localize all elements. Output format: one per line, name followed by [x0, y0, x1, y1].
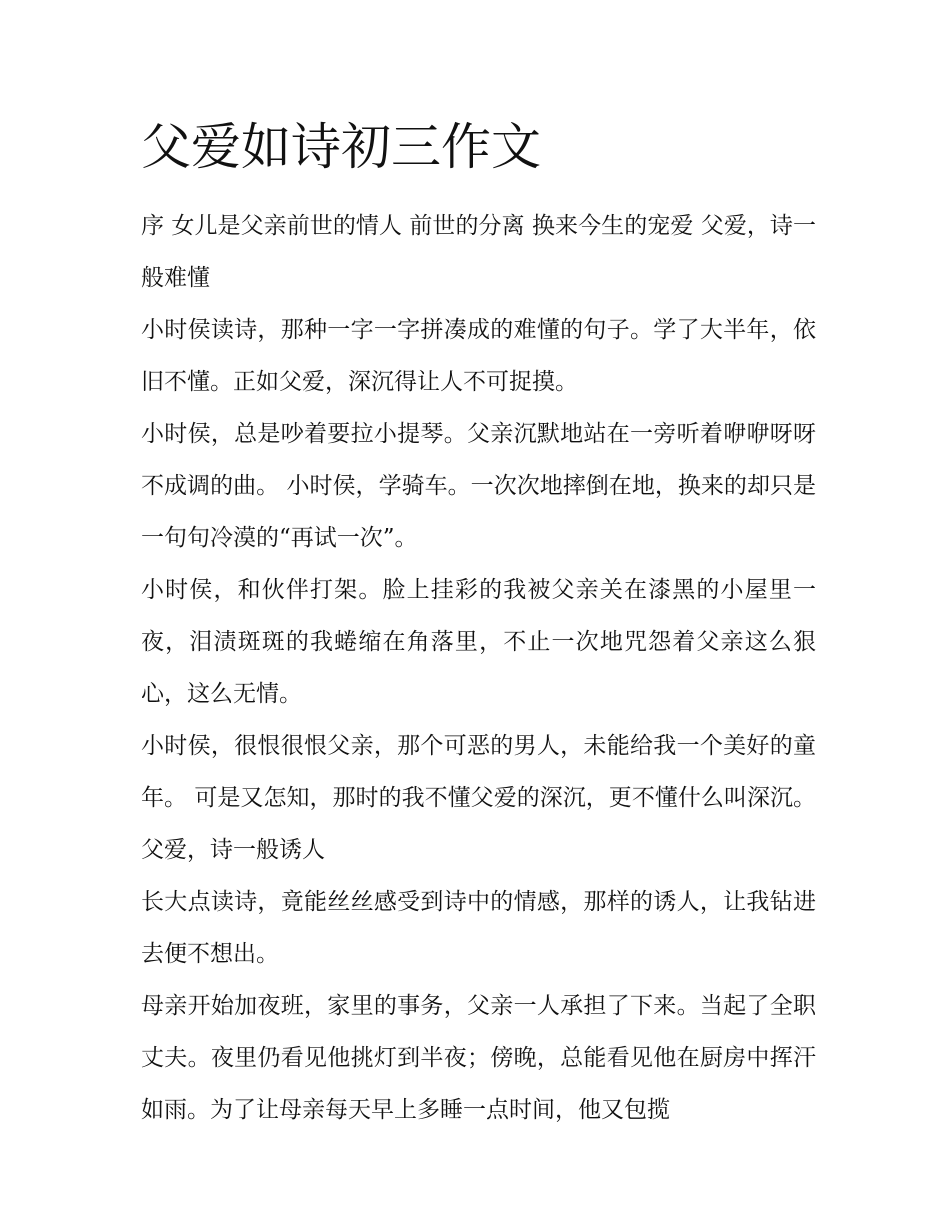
paragraph-6: 长大点读诗，竟能丝丝感受到诗中的情感，那样的诱人，让我钻进去便不想出。: [141, 889, 816, 967]
paragraph-7: 母亲开始加夜班，家里的事务，父亲一人承担了下来。当起了全职丈夫。夜里仍看见他挑灯到半夜；傍晚，总能看见他在厨房中挥汗如雨。为了让母亲每天早上多睡一点时间，他又包揽: [141, 993, 816, 1123]
paragraph-2: 小时侯读诗，那种一字一字拼凑成的难懂的句子。学了大半年，依旧不懂。正如父爱，深沉得让人不可捉摸。: [141, 317, 816, 395]
paragraph-4: 小时侯，和伙伴打架。脸上挂彩的我被父亲关在漆黑的小屋里一夜，泪渍斑斑的我蜷缩在角落里，不止一次地咒怨着父亲这么狠心，这么无情。: [141, 577, 816, 707]
paragraph-3: 小时侯，总是吵着要拉小提琴。父亲沉默地站在一旁听着咿咿呀呀不成调的曲。 小时侯，学骑车。一次次地摔倒在地，换来的却只是一句句冷漠的“再试一次”。: [141, 421, 816, 551]
document-body: [141, 112, 816, 1136]
paragraph-1: 序 女儿是父亲前世的情人 前世的分离 换来今生的宠爱 父爱，诗一般难懂: [141, 213, 816, 291]
paragraph-5: 小时侯，很恨很恨父亲，那个可恶的男人，未能给我一个美好的童年。 可是又怎知，那时的我不懂父爱的深沉，更不懂什么叫深沉。 父爱，诗一般诱人: [141, 733, 816, 863]
document-title: 父爱如诗初三作文: [141, 118, 541, 176]
